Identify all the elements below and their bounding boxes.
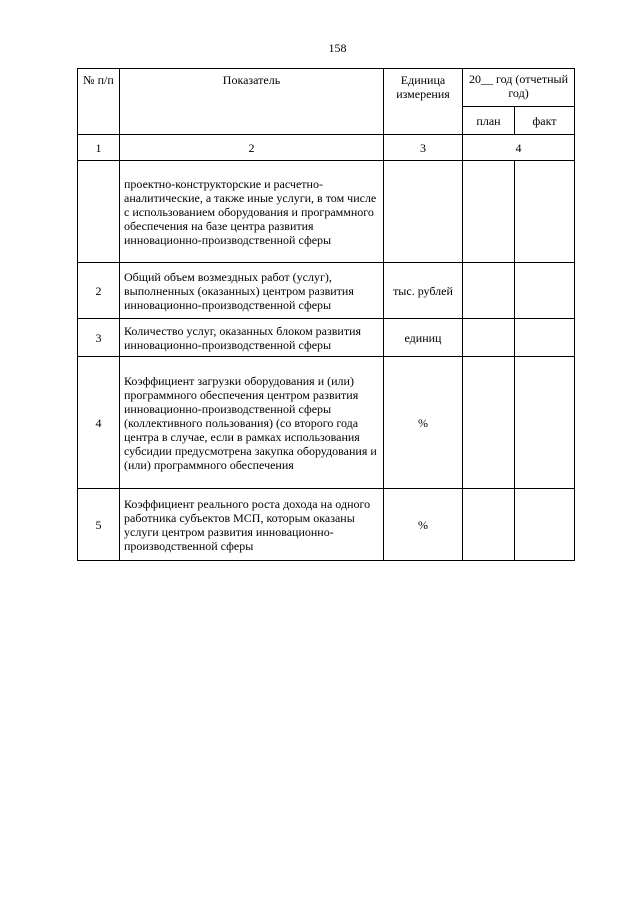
index-cell-4: 4: [463, 135, 575, 161]
row-indicator: проектно-конструкторские и расчетно-аналитические, а также иные услуги, в том числе с использованием оборудования и программного обеспечения на базе центра развития инновационно-производственной сферы: [120, 161, 384, 263]
row-number: 4: [78, 357, 120, 489]
row-unit: %: [384, 489, 463, 561]
index-cell-3: 3: [384, 135, 463, 161]
table-row: [78, 357, 575, 489]
row-unit: %: [384, 357, 463, 489]
header-fact: факт: [515, 107, 575, 135]
row-number: [78, 161, 120, 263]
row-fact: [515, 357, 575, 489]
row-indicator: Количество услуг, оказанных блоком развития инновационно-производственной сферы: [120, 319, 384, 357]
row-unit: [384, 161, 463, 263]
index-cell-2: 2: [120, 135, 384, 161]
row-indicator: Коэффициент загрузки оборудования и (или) программного обеспечения центром развития инновационно-производственной сферы (коллективного пользования) (со второго года центра в случае, если в рамках использования субсидии предусмотрена закупка оборудования и (или) программного обеспечения: [120, 357, 384, 489]
header-num: № п/п: [78, 69, 120, 135]
row-number: 2: [78, 263, 120, 319]
header-year: 20__ год (отчетный год): [463, 69, 575, 107]
row-plan: [463, 489, 515, 561]
row-number: 3: [78, 319, 120, 357]
table-row: [78, 319, 575, 357]
row-unit: единиц: [384, 319, 463, 357]
header-indicator: Показатель: [120, 69, 384, 135]
index-cell-1: 1: [78, 135, 120, 161]
row-plan: [463, 357, 515, 489]
row-plan: [463, 263, 515, 319]
row-fact: [515, 263, 575, 319]
header-row: [78, 69, 575, 107]
row-number: 5: [78, 489, 120, 561]
row-indicator: Общий объем возмездных работ (услуг), выполненных (оказанных) центром развития инновационно-производственной сферы: [120, 263, 384, 319]
row-fact: [515, 319, 575, 357]
indicator-table: [77, 68, 575, 561]
row-fact: [515, 161, 575, 263]
row-unit: тыс. рублей: [384, 263, 463, 319]
table-row: [78, 489, 575, 561]
index-row: [78, 135, 575, 161]
table-row: [78, 161, 575, 263]
row-plan: [463, 319, 515, 357]
header-unit: Единица измерения: [384, 69, 463, 135]
table-row: [78, 263, 575, 319]
header-plan: план: [463, 107, 515, 135]
page-number: 158: [328, 41, 347, 55]
row-indicator: Коэффициент реального роста дохода на одного работника субъектов МСП, которым оказаны услуги центром развития инновационно-производственной сферы: [120, 489, 384, 561]
row-fact: [515, 489, 575, 561]
row-plan: [463, 161, 515, 263]
